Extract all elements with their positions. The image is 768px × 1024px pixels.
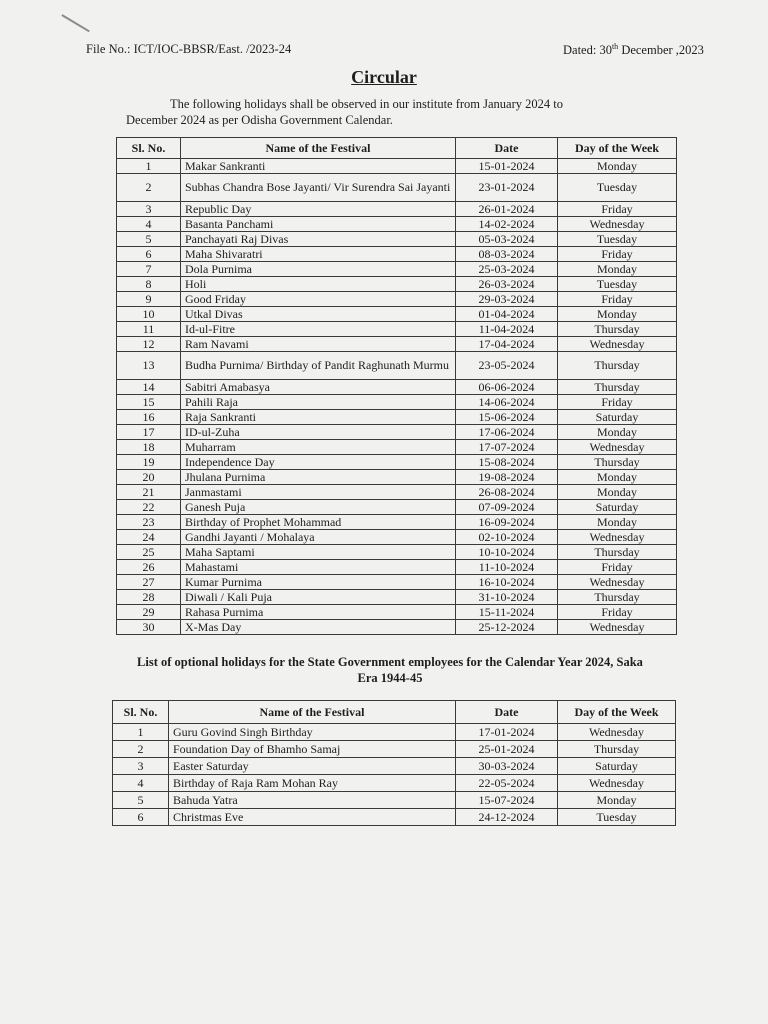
column-header-date: Date — [456, 701, 558, 724]
column-header-name: Name of the Festival — [181, 138, 456, 159]
festival-name-cell: Jhulana Purnima — [181, 470, 456, 485]
festival-name-cell: Independence Day — [181, 455, 456, 470]
table-row — [117, 545, 677, 560]
festival-name-cell: ID-ul-Zuha — [181, 425, 456, 440]
date-superscript: th — [611, 42, 619, 51]
date-cell: 16-09-2024 — [456, 515, 558, 530]
festival-name-cell: Id-ul-Fitre — [181, 322, 456, 337]
date-cell: 14-06-2024 — [456, 395, 558, 410]
date-prefix: Dated: 30 — [563, 43, 612, 57]
sl-cell: 18 — [117, 440, 181, 455]
date-cell: 23-01-2024 — [456, 174, 558, 202]
date-cell: 05-03-2024 — [456, 232, 558, 247]
table-row — [117, 395, 677, 410]
sl-cell: 22 — [117, 500, 181, 515]
festival-name-cell: Birthday of Raja Ram Mohan Ray — [169, 775, 456, 792]
festival-name-cell: Guru Govind Singh Birthday — [169, 724, 456, 741]
date-cell: 22-05-2024 — [456, 775, 558, 792]
sl-cell: 6 — [113, 809, 169, 826]
date-cell: 07-09-2024 — [456, 500, 558, 515]
sl-cell: 12 — [117, 337, 181, 352]
festival-name-cell: Holi — [181, 277, 456, 292]
weekday-cell: Wednesday — [558, 337, 677, 352]
weekday-cell: Thursday — [558, 380, 677, 395]
sl-cell: 30 — [117, 620, 181, 635]
date-cell: 15-01-2024 — [456, 159, 558, 174]
sl-cell: 9 — [117, 292, 181, 307]
column-header-sl: Sl. No. — [113, 701, 169, 724]
date-cell: 01-04-2024 — [456, 307, 558, 322]
table-row — [117, 470, 677, 485]
date-suffix: December ,2023 — [618, 43, 704, 57]
weekday-cell: Saturday — [558, 410, 677, 425]
table-row — [117, 515, 677, 530]
festival-name-cell: Gandhi Jayanti / Mohalaya — [181, 530, 456, 545]
date-cell: 31-10-2024 — [456, 590, 558, 605]
sl-cell: 3 — [117, 202, 181, 217]
date-cell: 26-01-2024 — [456, 202, 558, 217]
table-row — [117, 307, 677, 322]
date-cell: 16-10-2024 — [456, 575, 558, 590]
date-line — [563, 42, 704, 58]
table-row — [117, 530, 677, 545]
table-row — [117, 352, 677, 380]
sl-cell: 11 — [117, 322, 181, 337]
sl-cell: 19 — [117, 455, 181, 470]
date-cell: 26-03-2024 — [456, 277, 558, 292]
optional-holiday-table — [112, 700, 676, 826]
weekday-cell: Monday — [558, 159, 677, 174]
table-row — [113, 741, 676, 758]
sl-cell: 13 — [117, 352, 181, 380]
weekday-cell: Monday — [558, 470, 677, 485]
sl-cell: 3 — [113, 758, 169, 775]
date-cell: 15-11-2024 — [456, 605, 558, 620]
festival-name-cell: Ram Navami — [181, 337, 456, 352]
weekday-cell: Wednesday — [558, 530, 677, 545]
date-cell: 24-12-2024 — [456, 809, 558, 826]
pen-mark — [62, 14, 90, 32]
date-cell: 30-03-2024 — [456, 758, 558, 775]
weekday-cell: Wednesday — [558, 440, 677, 455]
festival-name-cell: Pahili Raja — [181, 395, 456, 410]
sl-cell: 1 — [117, 159, 181, 174]
festival-name-cell: Birthday of Prophet Mohammad — [181, 515, 456, 530]
table-row — [113, 758, 676, 775]
festival-name-cell: Rahasa Purnima — [181, 605, 456, 620]
file-number: File No.: ICT/IOC-BBSR/East. /2023-24 — [86, 42, 292, 56]
sl-cell: 2 — [117, 174, 181, 202]
festival-name-cell: Sabitri Amabasya — [181, 380, 456, 395]
sl-cell: 5 — [117, 232, 181, 247]
table-row — [117, 159, 677, 174]
table-row — [113, 792, 676, 809]
sl-cell: 7 — [117, 262, 181, 277]
date-cell: 17-04-2024 — [456, 337, 558, 352]
weekday-cell: Thursday — [558, 322, 677, 337]
festival-name-cell: Foundation Day of Bhamho Samaj — [169, 741, 456, 758]
weekday-cell: Monday — [558, 515, 677, 530]
weekday-cell: Tuesday — [558, 809, 676, 826]
festival-name-cell: Budha Purnima/ Birthday of Pandit Raghunath Murmu — [181, 352, 456, 380]
table-row — [117, 232, 677, 247]
festival-name-cell: Makar Sankranti — [181, 159, 456, 174]
festival-name-cell: Janmastami — [181, 485, 456, 500]
date-cell: 19-08-2024 — [456, 470, 558, 485]
festival-name-cell: Maha Saptami — [181, 545, 456, 560]
sl-cell: 21 — [117, 485, 181, 500]
sl-cell: 16 — [117, 410, 181, 425]
festival-name-cell: Subhas Chandra Bose Jayanti/ Vir Surendra Sai Jayanti — [181, 174, 456, 202]
sl-cell: 24 — [117, 530, 181, 545]
table-row — [117, 217, 677, 232]
weekday-cell: Tuesday — [558, 232, 677, 247]
weekday-cell: Thursday — [558, 590, 677, 605]
weekday-cell: Friday — [558, 560, 677, 575]
table-row — [117, 485, 677, 500]
weekday-cell: Friday — [558, 395, 677, 410]
table-row — [117, 410, 677, 425]
weekday-cell: Monday — [558, 425, 677, 440]
sl-cell: 15 — [117, 395, 181, 410]
date-cell: 15-07-2024 — [456, 792, 558, 809]
column-header-day: Day of the Week — [558, 701, 676, 724]
optional-holidays-title: List of optional holidays for the State Government employees for the Calendar Year 2024, Saka Era 1944-45 — [137, 655, 643, 685]
festival-name-cell: X-Mas Day — [181, 620, 456, 635]
table-row — [117, 560, 677, 575]
festival-name-cell: Diwali / Kali Puja — [181, 590, 456, 605]
weekday-cell: Monday — [558, 485, 677, 500]
intro-paragraph: The following holidays shall be observed in our institute from January 2024 to December 2024 as per Odisha Government Calendar. — [126, 97, 563, 127]
sl-cell: 26 — [117, 560, 181, 575]
date-cell: 26-08-2024 — [456, 485, 558, 500]
festival-name-cell: Raja Sankranti — [181, 410, 456, 425]
weekday-cell: Friday — [558, 202, 677, 217]
weekday-cell: Wednesday — [558, 575, 677, 590]
festival-name-cell: Basanta Panchami — [181, 217, 456, 232]
date-cell: 25-01-2024 — [456, 741, 558, 758]
weekday-cell: Wednesday — [558, 217, 677, 232]
table-row — [117, 277, 677, 292]
date-cell: 15-08-2024 — [456, 455, 558, 470]
table-row — [117, 337, 677, 352]
date-cell: 29-03-2024 — [456, 292, 558, 307]
table-row — [117, 292, 677, 307]
table-row — [117, 202, 677, 217]
weekday-cell: Monday — [558, 792, 676, 809]
weekday-cell: Friday — [558, 247, 677, 262]
festival-name-cell: Good Friday — [181, 292, 456, 307]
festival-name-cell: Ganesh Puja — [181, 500, 456, 515]
date-cell: 17-07-2024 — [456, 440, 558, 455]
sl-cell: 6 — [117, 247, 181, 262]
weekday-cell: Wednesday — [558, 724, 676, 741]
column-header-day: Day of the Week — [558, 138, 677, 159]
date-cell: 02-10-2024 — [456, 530, 558, 545]
weekday-cell: Saturday — [558, 500, 677, 515]
sl-cell: 4 — [117, 217, 181, 232]
date-cell: 08-03-2024 — [456, 247, 558, 262]
date-cell: 10-10-2024 — [456, 545, 558, 560]
table-row — [117, 247, 677, 262]
sl-cell: 20 — [117, 470, 181, 485]
date-cell: 11-04-2024 — [456, 322, 558, 337]
table-row — [117, 590, 677, 605]
table-row — [117, 605, 677, 620]
table-row — [117, 322, 677, 337]
festival-name-cell: Utkal Divas — [181, 307, 456, 322]
table-row — [113, 809, 676, 826]
table-row — [117, 262, 677, 277]
weekday-cell: Thursday — [558, 741, 676, 758]
page-title: Circular — [351, 67, 417, 87]
table-row — [113, 775, 676, 792]
sl-cell: 29 — [117, 605, 181, 620]
column-header-date: Date — [456, 138, 558, 159]
table-row — [117, 575, 677, 590]
table-row — [117, 440, 677, 455]
festival-name-cell: Mahastami — [181, 560, 456, 575]
table-row — [117, 425, 677, 440]
sl-cell: 14 — [117, 380, 181, 395]
weekday-cell: Monday — [558, 307, 677, 322]
weekday-cell: Thursday — [558, 455, 677, 470]
date-cell: 25-03-2024 — [456, 262, 558, 277]
festival-name-cell: Muharram — [181, 440, 456, 455]
sl-cell: 5 — [113, 792, 169, 809]
date-cell: 11-10-2024 — [456, 560, 558, 575]
festival-name-cell: Dola Purnima — [181, 262, 456, 277]
date-cell: 15-06-2024 — [456, 410, 558, 425]
sl-cell: 2 — [113, 741, 169, 758]
date-cell: 23-05-2024 — [456, 352, 558, 380]
festival-name-cell: Maha Shivaratri — [181, 247, 456, 262]
sl-cell: 28 — [117, 590, 181, 605]
weekday-cell: Friday — [558, 292, 677, 307]
weekday-cell: Wednesday — [558, 775, 676, 792]
date-cell: 17-06-2024 — [456, 425, 558, 440]
holiday-table-body — [117, 159, 677, 635]
table-row — [117, 455, 677, 470]
table-row — [117, 620, 677, 635]
sl-cell: 10 — [117, 307, 181, 322]
weekday-cell: Tuesday — [558, 277, 677, 292]
weekday-cell: Thursday — [558, 545, 677, 560]
festival-name-cell: Easter Saturday — [169, 758, 456, 775]
sl-cell: 27 — [117, 575, 181, 590]
festival-name-cell: Bahuda Yatra — [169, 792, 456, 809]
table-row — [117, 380, 677, 395]
weekday-cell: Thursday — [558, 352, 677, 380]
sl-cell: 17 — [117, 425, 181, 440]
table-row — [117, 500, 677, 515]
weekday-cell: Tuesday — [558, 174, 677, 202]
sl-cell: 23 — [117, 515, 181, 530]
weekday-cell: Saturday — [558, 758, 676, 775]
optional-table-body — [113, 724, 676, 826]
festival-name-cell: Christmas Eve — [169, 809, 456, 826]
date-cell: 06-06-2024 — [456, 380, 558, 395]
sl-cell: 25 — [117, 545, 181, 560]
weekday-cell: Wednesday — [558, 620, 677, 635]
column-header-sl: Sl. No. — [117, 138, 181, 159]
festival-name-cell: Kumar Purnima — [181, 575, 456, 590]
table-row — [113, 724, 676, 741]
holiday-table — [116, 137, 677, 635]
optional-table-header — [113, 701, 676, 724]
table-row — [117, 174, 677, 202]
date-cell: 17-01-2024 — [456, 724, 558, 741]
weekday-cell: Friday — [558, 605, 677, 620]
festival-name-cell: Panchayati Raj Divas — [181, 232, 456, 247]
sl-cell: 4 — [113, 775, 169, 792]
festival-name-cell: Republic Day — [181, 202, 456, 217]
weekday-cell: Monday — [558, 262, 677, 277]
sl-cell: 8 — [117, 277, 181, 292]
date-cell: 14-02-2024 — [456, 217, 558, 232]
sl-cell: 1 — [113, 724, 169, 741]
column-header-name: Name of the Festival — [169, 701, 456, 724]
holiday-table-header — [117, 138, 677, 159]
date-cell: 25-12-2024 — [456, 620, 558, 635]
